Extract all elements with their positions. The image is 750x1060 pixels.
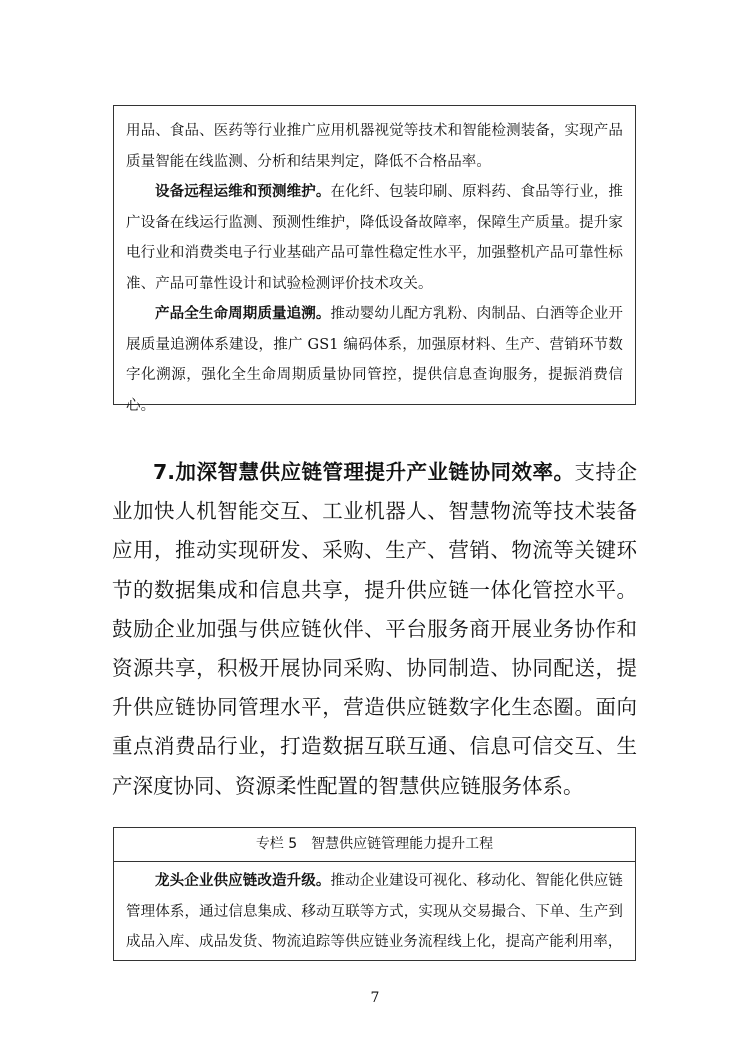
box-paragraph-leading-enterprise <box>126 866 623 958</box>
column-box-body <box>114 862 635 958</box>
paragraph-heading: 产品全生命周期质量追溯。 <box>155 306 331 322</box>
box-paragraph-lifecycle-tracing <box>126 299 623 421</box>
column-box-title: 专栏 5 智慧供应链管理能力提升工程 <box>114 828 635 862</box>
continued-column-box <box>113 105 636 414</box>
page-number: 7 <box>370 990 380 1006</box>
section-body: 支持企业加快人机智能交互、工业机器人、智慧物流等技术装备应用，推动实现研发、采购、生产、营销、物流等关键环节的数据集成和信息共享，提升供应链一体化管控水平。鼓励企业加强与供应链伙伴、平台服务商开展业务协作和资源共享，积极开展协同采购、协同制造、协同配送，提升供应链协同管理水平，营造供应链数字化生态圈。面向重点消费品行业，打造数据互联互通、信息可信交互、生产深度协同、资源柔性配置的智慧供应链服务体系。 <box>112 460 637 798</box>
box-paragraph-remote-maintenance <box>126 177 623 299</box>
paragraph-text: 用品、食品、医药等行业推广应用机器视觉等技术和智能检测装备，实现产品质量智能在线监测、分析和结果判定，降低不合格品率。 <box>126 123 623 170</box>
main-paragraph-supply-chain <box>112 453 637 806</box>
paragraph-heading: 设备远程运维和预测维护。 <box>155 184 331 200</box>
section-heading: 7.加深智慧供应链管理提升产业链协同效率。 <box>153 460 575 484</box>
column-box-5 <box>113 827 636 961</box>
paragraph-text: 在化纤、包装印刷、原料药、食品等行业，推广设备在线运行监测、预测性维护，降低设备故障率，保障生产质量。提升家电行业和消费类电子行业基础产品可靠性稳定性水平，加强整机产品可靠性标准、产品可靠性设计和试验检测评价技术攻关。 <box>126 184 624 292</box>
paragraph-text: 推动企业建设可视化、移动化、智能化供应链管理体系，通过信息集成、移动互联等方式，实现从交易撮合、下单、生产到成品入库、成品发货、物流追踪等供应链业务流程线上化，提高产能利用率， <box>126 873 624 950</box>
box-paragraph-quality-inspection <box>126 116 623 177</box>
paragraph-text: 推动婴幼儿配方乳粉、肉制品、白酒等企业开展质量追溯体系建设，推广 GS1 编码体系，加强原材料、生产、营销环节数字化溯源，强化全生命周期质量协同管控，提供信息查询服务，提振消费信心。 <box>126 306 624 414</box>
paragraph-heading: 龙头企业供应链改造升级。 <box>155 873 331 889</box>
